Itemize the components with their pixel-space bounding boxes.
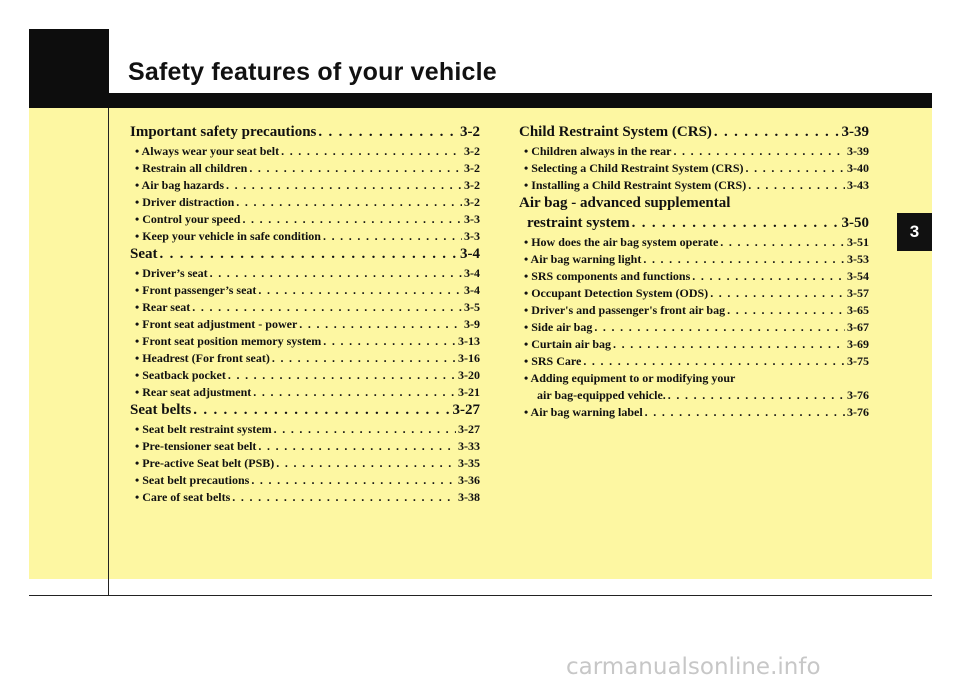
toc-section-entry[interactable] bbox=[130, 124, 480, 144]
entry-title: • Keep your vehicle in safe condition bbox=[135, 229, 321, 243]
page-number: 3-69 bbox=[847, 337, 869, 351]
dot-leader bbox=[272, 351, 456, 366]
entry-title: • Air bag warning light bbox=[524, 252, 642, 266]
page-number: 3-54 bbox=[847, 269, 869, 283]
dot-leader bbox=[583, 354, 845, 369]
page-number: 3-21 bbox=[458, 385, 480, 399]
toc-subentry[interactable] bbox=[519, 178, 869, 195]
dot-leader bbox=[668, 388, 845, 403]
entry-title: Child Restraint System (CRS) bbox=[519, 124, 712, 140]
header-rule bbox=[109, 93, 932, 108]
entry-title: restraint system bbox=[527, 215, 630, 231]
toc-subentry[interactable] bbox=[130, 178, 480, 195]
entry-title: • Seatback pocket bbox=[135, 368, 226, 382]
entry-title: • Pre-tensioner seat belt bbox=[135, 439, 257, 453]
entry-title: • Occupant Detection System (ODS) bbox=[524, 286, 709, 300]
page-number: 3-76 bbox=[847, 388, 869, 402]
toc-subentry[interactable] bbox=[519, 320, 869, 337]
entry-title: • Curtain air bag bbox=[524, 337, 611, 351]
entry-title: • Care of seat belts bbox=[135, 490, 231, 504]
entry-title: • Seat belt precautions bbox=[135, 473, 250, 487]
toc-subentry[interactable] bbox=[519, 354, 869, 371]
page-number: 3-40 bbox=[847, 161, 869, 175]
toc-subentry[interactable] bbox=[130, 368, 480, 385]
toc-subentry[interactable] bbox=[130, 473, 480, 490]
entry-title: • SRS Care bbox=[524, 354, 582, 368]
toc-subentry[interactable] bbox=[130, 351, 480, 368]
entry-title: • SRS components and functions bbox=[524, 269, 691, 283]
page-number: 3-39 bbox=[841, 124, 869, 140]
page-number: 3-27 bbox=[452, 402, 480, 418]
toc-section-entry[interactable] bbox=[130, 402, 480, 422]
dot-leader bbox=[632, 215, 840, 232]
entry-title: • Rear seat adjustment bbox=[135, 385, 252, 399]
entry-title: Air bag - advanced supplemental bbox=[519, 195, 731, 211]
toc-subentry[interactable] bbox=[130, 283, 480, 300]
toc-subentry[interactable] bbox=[519, 388, 869, 405]
page-number: 3-9 bbox=[464, 317, 480, 331]
toc-subentry[interactable] bbox=[130, 212, 480, 229]
entry-title: • Front seat adjustment - power bbox=[135, 317, 298, 331]
page-number: 3-4 bbox=[464, 283, 480, 297]
toc-subentry[interactable] bbox=[130, 161, 480, 178]
page-number: 3-38 bbox=[458, 490, 480, 504]
dot-leader bbox=[720, 235, 845, 250]
dot-leader bbox=[323, 334, 456, 349]
footer-rule bbox=[29, 595, 932, 596]
entry-title: • Pre-active Seat belt (PSB) bbox=[135, 456, 275, 470]
dot-leader bbox=[276, 456, 456, 471]
page-number: 3-2 bbox=[460, 124, 480, 140]
dot-leader bbox=[274, 422, 456, 437]
page-number: 3-65 bbox=[847, 303, 869, 317]
dot-leader bbox=[258, 439, 456, 454]
entry-title: • Control your speed bbox=[135, 212, 241, 226]
toc-subentry[interactable] bbox=[519, 337, 869, 354]
toc-subentry[interactable] bbox=[130, 385, 480, 402]
page-number: 3-4 bbox=[460, 246, 480, 262]
toc-subentry[interactable] bbox=[130, 144, 480, 161]
dot-leader bbox=[673, 144, 845, 159]
entry-title: • Seat belt restraint system bbox=[135, 422, 272, 436]
page-number: 3-35 bbox=[458, 456, 480, 470]
dot-leader bbox=[323, 229, 462, 244]
toc-section-entry[interactable] bbox=[519, 215, 869, 235]
toc-subentry[interactable] bbox=[519, 286, 869, 303]
page-number: 3-20 bbox=[458, 368, 480, 382]
dot-leader bbox=[692, 269, 845, 284]
page-title: Safety features of your vehicle bbox=[128, 58, 497, 86]
entry-title: • Always wear your seat belt bbox=[135, 144, 280, 158]
page-number: 3-2 bbox=[464, 178, 480, 192]
entry-title: • Headrest (For front seat) bbox=[135, 351, 270, 365]
entry-title: • Driver distraction bbox=[135, 195, 235, 209]
dot-leader bbox=[645, 405, 845, 420]
dot-leader bbox=[228, 368, 456, 383]
toc-column-left bbox=[130, 124, 480, 507]
toc-subentry[interactable] bbox=[519, 161, 869, 178]
toc-section-entry[interactable] bbox=[519, 195, 869, 215]
dot-leader bbox=[258, 283, 462, 298]
toc-subentry[interactable] bbox=[130, 266, 480, 283]
entry-title: Important safety precautions bbox=[130, 124, 317, 140]
toc-subentry[interactable] bbox=[130, 317, 480, 334]
dot-leader bbox=[710, 286, 845, 301]
entry-title: • Front passenger’s seat bbox=[135, 283, 257, 297]
page-number: 3-2 bbox=[464, 144, 480, 158]
toc-subentry[interactable] bbox=[519, 371, 869, 388]
page-number: 3-3 bbox=[464, 229, 480, 243]
page-number: 3-33 bbox=[458, 439, 480, 453]
dot-leader bbox=[727, 303, 845, 318]
dot-leader bbox=[232, 490, 456, 505]
toc-section-entry[interactable] bbox=[130, 246, 480, 266]
page-number: 3-39 bbox=[847, 144, 869, 158]
entry-title: • Rear seat bbox=[135, 300, 191, 314]
dot-leader bbox=[643, 252, 845, 267]
page-number: 3-36 bbox=[458, 473, 480, 487]
dot-leader bbox=[193, 402, 450, 419]
page-number: 3-16 bbox=[458, 351, 480, 365]
dot-leader bbox=[748, 178, 845, 193]
toc-subentry[interactable] bbox=[130, 422, 480, 439]
dot-leader bbox=[242, 212, 462, 227]
entry-title: • Driver’s seat bbox=[135, 266, 208, 280]
page-number: 3-2 bbox=[464, 195, 480, 209]
dot-leader bbox=[236, 195, 462, 210]
dot-leader bbox=[714, 124, 840, 141]
toc-subentry[interactable] bbox=[130, 439, 480, 456]
entry-title: air bag-equipped vehicle. bbox=[537, 388, 666, 402]
dot-leader bbox=[160, 246, 459, 263]
toc-column-right bbox=[519, 124, 869, 422]
entry-title: • Restrain all children bbox=[135, 161, 248, 175]
dot-leader bbox=[299, 317, 462, 332]
chapter-corner-block bbox=[29, 29, 109, 108]
entry-title: • Installing a Child Restraint System (CRS) bbox=[524, 178, 747, 192]
page-number: 3-3 bbox=[464, 212, 480, 226]
toc-subentry[interactable] bbox=[130, 195, 480, 212]
page-number: 3-67 bbox=[847, 320, 869, 334]
dot-leader bbox=[594, 320, 845, 335]
toc-subentry[interactable] bbox=[519, 405, 869, 422]
entry-title: • Air bag warning label bbox=[524, 405, 643, 419]
dot-leader bbox=[192, 300, 462, 315]
entry-title: • Air bag hazards bbox=[135, 178, 224, 192]
dot-leader bbox=[210, 266, 462, 281]
dot-leader bbox=[318, 124, 458, 141]
chapter-tab[interactable]: 3 bbox=[897, 213, 932, 251]
entry-title: • Children always in the rear bbox=[524, 144, 672, 158]
toc-subentry[interactable] bbox=[519, 252, 869, 269]
entry-title: • Front seat position memory system bbox=[135, 334, 322, 348]
dot-leader bbox=[253, 385, 456, 400]
entry-title: • Driver's and passenger's front air bag bbox=[524, 303, 726, 317]
dot-leader bbox=[226, 178, 462, 193]
entry-title: • How does the air bag system operate bbox=[524, 235, 719, 249]
entry-title: • Side air bag bbox=[524, 320, 593, 334]
dot-leader bbox=[249, 161, 462, 176]
page-number: 3-57 bbox=[847, 286, 869, 300]
entry-title: Seat bbox=[130, 246, 158, 262]
page-number: 3-13 bbox=[458, 334, 480, 348]
page-number: 3-4 bbox=[464, 266, 480, 280]
toc-subentry[interactable] bbox=[519, 235, 869, 252]
margin-rule bbox=[108, 108, 109, 596]
page-number: 3-76 bbox=[847, 405, 869, 419]
page-number: 3-2 bbox=[464, 161, 480, 175]
page-number: 3-51 bbox=[847, 235, 869, 249]
dot-leader bbox=[613, 337, 845, 352]
dot-leader bbox=[281, 144, 462, 159]
page-number: 3-53 bbox=[847, 252, 869, 266]
toc-subentry[interactable] bbox=[519, 269, 869, 286]
toc-subentry[interactable] bbox=[519, 303, 869, 320]
page-number: 3-75 bbox=[847, 354, 869, 368]
toc-subentry[interactable] bbox=[130, 334, 480, 351]
toc-section-entry[interactable] bbox=[519, 124, 869, 144]
dot-leader bbox=[746, 161, 845, 176]
toc-subentry[interactable] bbox=[130, 229, 480, 246]
page-number: 3-5 bbox=[464, 300, 480, 314]
entry-title: Seat belts bbox=[130, 402, 192, 418]
toc-subentry[interactable] bbox=[519, 144, 869, 161]
page-number: 3-27 bbox=[458, 422, 480, 436]
page-number: 3-50 bbox=[841, 215, 869, 231]
entry-title: • Adding equipment to or modifying your bbox=[524, 371, 736, 385]
toc-subentry[interactable] bbox=[130, 456, 480, 473]
toc-subentry[interactable] bbox=[130, 490, 480, 507]
page-number: 3-43 bbox=[847, 178, 869, 192]
dot-leader bbox=[251, 473, 456, 488]
entry-title: • Selecting a Child Restraint System (CRS) bbox=[524, 161, 744, 175]
toc-subentry[interactable] bbox=[130, 300, 480, 317]
watermark: carmanualsonline.info bbox=[566, 654, 821, 680]
